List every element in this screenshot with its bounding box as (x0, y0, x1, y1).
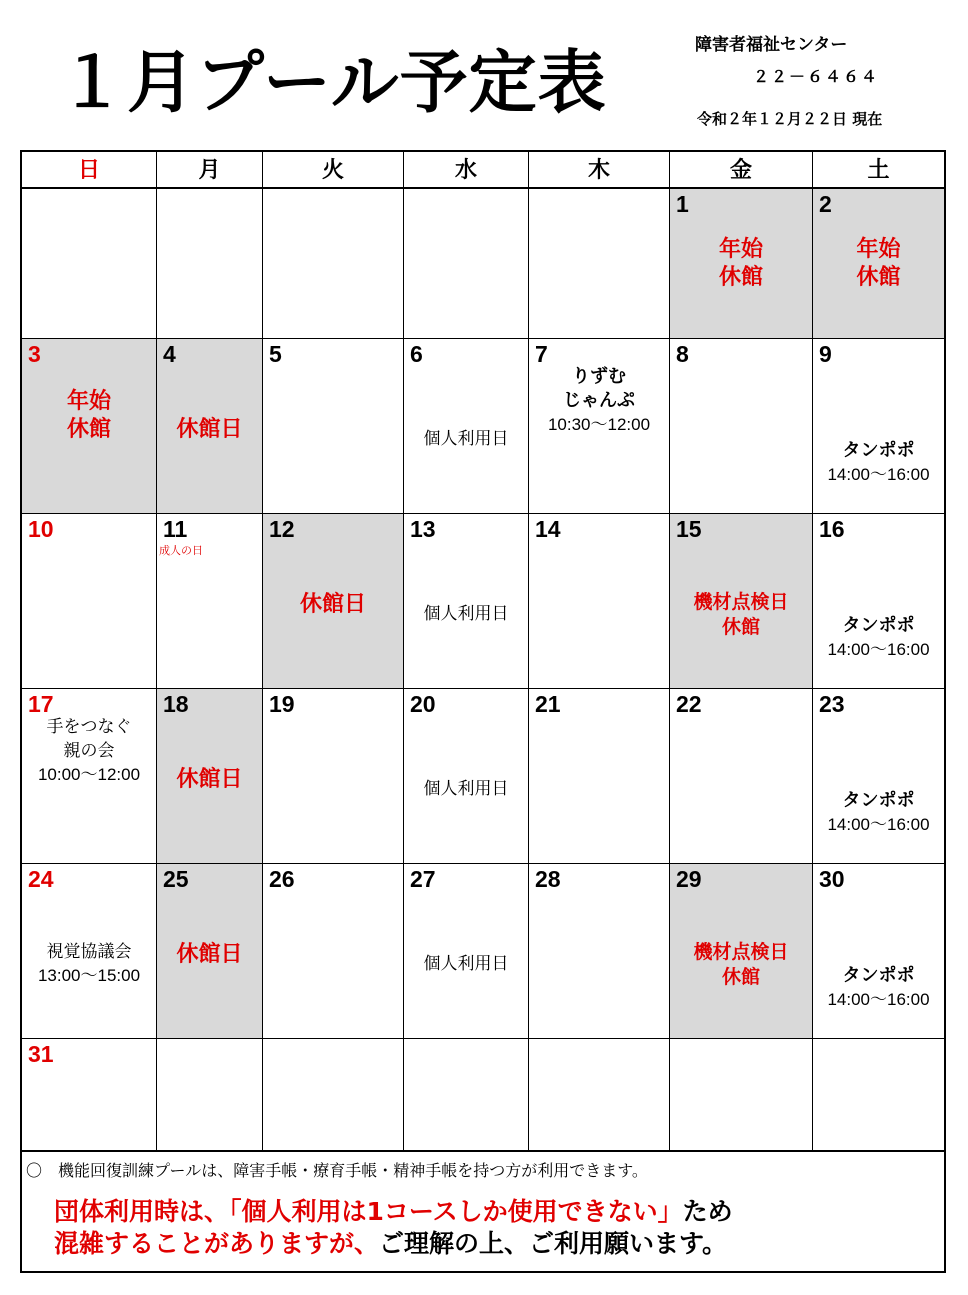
day-number: 7 (535, 341, 548, 367)
as-of-date: 令和２年１２月２２日 現在 (697, 110, 883, 128)
day-number: 26 (269, 866, 295, 892)
day-number: 17 (28, 691, 54, 717)
closed-label (670, 590, 812, 640)
day-cell-31 (22, 1039, 157, 1150)
day-cell-10 (22, 514, 157, 689)
day-cell-empty (263, 1039, 404, 1150)
day-number: 8 (676, 341, 689, 367)
day-cell-26 (263, 864, 404, 1039)
event-time: 10:00～12:00 (37, 765, 141, 784)
event-name: タンポポ (842, 790, 915, 811)
day-cell-empty (529, 189, 670, 339)
day-cell-30 (813, 864, 944, 1039)
day-number: 2 (819, 191, 832, 217)
event-name: タンポポ (842, 965, 915, 986)
organization-name: 障害者福祉センター (695, 35, 848, 55)
day-cell-11 (157, 514, 263, 689)
closed-line2: 休館 (856, 264, 901, 290)
day-cell-25 (157, 864, 263, 1039)
day-cell-1 (670, 189, 813, 339)
closed-line2: 休館 (66, 416, 111, 442)
day-number: 9 (819, 341, 832, 367)
day-cell-2 (813, 189, 944, 339)
closed-line2: 休館 (721, 616, 760, 638)
day-cell-24 (22, 864, 157, 1039)
note-crowding (54, 1228, 727, 1260)
day-cell-6 (404, 339, 529, 514)
day-number: 27 (410, 866, 436, 892)
day-number: 31 (28, 1041, 54, 1067)
weekday-fri: 金 (670, 152, 813, 189)
note-crowding-red: 混雑することがありますが、 (54, 1229, 380, 1258)
day-cell-empty (157, 1039, 263, 1150)
day-cell-22 (670, 689, 813, 864)
day-cell-5 (263, 339, 404, 514)
day-cell-empty (404, 189, 529, 339)
day-number: 14 (535, 516, 561, 542)
weekday-thu: 木 (529, 152, 670, 189)
closed-label (22, 387, 156, 443)
page-title: １月プール予定表 (58, 43, 607, 123)
note-group-use-red: 団体利用時は、「個人利用は1コースしか使用できない」 (54, 1197, 683, 1226)
closed-line1: 年始 (856, 236, 901, 262)
event-block (529, 365, 669, 437)
weekday-sun: 日 (22, 152, 157, 189)
event-block (813, 964, 944, 1012)
day-cell-14 (529, 514, 670, 689)
event-label: 個人利用日 (423, 779, 509, 799)
event-time: 14:00～16:00 (827, 465, 930, 484)
day-number: 18 (163, 691, 189, 717)
event-name-line2: じゃんぷ (563, 390, 635, 411)
closed-day-label: 休館日 (176, 941, 243, 967)
note-group-use (54, 1196, 733, 1228)
event-time: 13:00～15:00 (37, 966, 141, 985)
closed-label (813, 235, 944, 291)
event-time: 10:30～12:00 (547, 415, 651, 434)
day-cell-18 (157, 689, 263, 864)
day-cell-16 (813, 514, 944, 689)
day-number: 11 (163, 516, 188, 542)
day-number: 30 (819, 866, 845, 892)
closed-day-label: 休館日 (299, 591, 366, 617)
day-number: 5 (269, 341, 282, 367)
closed-line1: 年始 (66, 388, 111, 414)
event-time: 14:00～16:00 (827, 815, 930, 834)
event-name: タンポポ (842, 440, 915, 461)
day-number: 16 (819, 516, 845, 542)
weekday-sat: 土 (813, 152, 944, 189)
phone-number: ２２－６４６４ (753, 67, 880, 86)
event-time: 14:00～16:00 (827, 640, 930, 659)
day-cell-empty (157, 189, 263, 339)
day-cell-empty (670, 1039, 813, 1150)
day-number: 4 (163, 341, 176, 367)
note-eligibility: 〇 機能回復訓練プールは、障害手帳・療育手帳・精神手帳を持つ方が利用できます。 (26, 1161, 648, 1180)
calendar-frame (20, 150, 946, 1273)
day-number: 21 (535, 691, 561, 717)
day-cell-12 (263, 514, 404, 689)
event-name-line1: りずむ (572, 366, 626, 387)
event-block (22, 940, 156, 988)
day-number: 28 (535, 866, 561, 892)
day-number: 3 (28, 341, 41, 367)
day-number: 13 (410, 516, 436, 542)
day-cell-27 (404, 864, 529, 1039)
note-crowding-black: ご理解の上、ご利用願います。 (379, 1229, 728, 1258)
event-block (813, 614, 944, 662)
event-name-line2: 親の会 (63, 741, 115, 761)
day-cell-13 (404, 514, 529, 689)
day-number: 23 (819, 691, 845, 717)
weekday-wed: 水 (404, 152, 529, 189)
event-name-line1: 手をつなぐ (46, 717, 132, 737)
notes-section (22, 1150, 944, 1271)
closed-line1: 機材点検日 (693, 591, 789, 613)
day-cell-29 (670, 864, 813, 1039)
day-cell-empty (529, 1039, 670, 1150)
day-number: 24 (28, 866, 54, 892)
day-number: 19 (269, 691, 295, 717)
day-cell-15 (670, 514, 813, 689)
event-block (813, 439, 944, 487)
day-cell-23 (813, 689, 944, 864)
day-number: 29 (676, 866, 702, 892)
day-cell-4 (157, 339, 263, 514)
weekday-mon: 月 (157, 152, 263, 189)
closed-line2: 休館 (721, 966, 760, 988)
day-cell-empty (404, 1039, 529, 1150)
closed-label (670, 940, 812, 990)
day-number: 12 (269, 516, 295, 542)
closed-label (670, 235, 812, 291)
day-number: 25 (163, 866, 189, 892)
event-label: 個人利用日 (423, 954, 509, 974)
holiday-name: 成人の日 (159, 544, 203, 557)
closed-line1: 年始 (718, 236, 763, 262)
day-number: 15 (676, 516, 702, 542)
closed-day-label: 休館日 (176, 766, 243, 792)
day-cell-28 (529, 864, 670, 1039)
day-number: 10 (28, 516, 54, 542)
event-block (813, 789, 944, 837)
day-cell-empty (22, 189, 157, 339)
day-cell-17 (22, 689, 157, 864)
day-number: 6 (410, 341, 423, 367)
day-number: 20 (410, 691, 436, 717)
event-name: タンポポ (842, 615, 915, 636)
event-label: 個人利用日 (423, 604, 509, 624)
note-group-use-black: ため (682, 1197, 733, 1226)
day-cell-3 (22, 339, 157, 514)
closed-day-label: 休館日 (176, 416, 243, 442)
event-block (22, 715, 156, 787)
day-cell-7 (529, 339, 670, 514)
closed-line2: 休館 (718, 264, 763, 290)
weekday-tue: 火 (263, 152, 404, 189)
closed-line1: 機材点検日 (693, 941, 789, 963)
event-time: 14:00～16:00 (827, 990, 930, 1009)
day-cell-20 (404, 689, 529, 864)
day-number: 22 (676, 691, 702, 717)
day-cell-19 (263, 689, 404, 864)
day-cell-21 (529, 689, 670, 864)
day-cell-empty (263, 189, 404, 339)
event-label: 個人利用日 (423, 429, 509, 449)
day-cell-8 (670, 339, 813, 514)
event-name: 視覚協議会 (46, 942, 132, 962)
day-number: 1 (676, 191, 689, 217)
day-cell-empty (813, 1039, 944, 1150)
day-cell-9 (813, 339, 944, 514)
